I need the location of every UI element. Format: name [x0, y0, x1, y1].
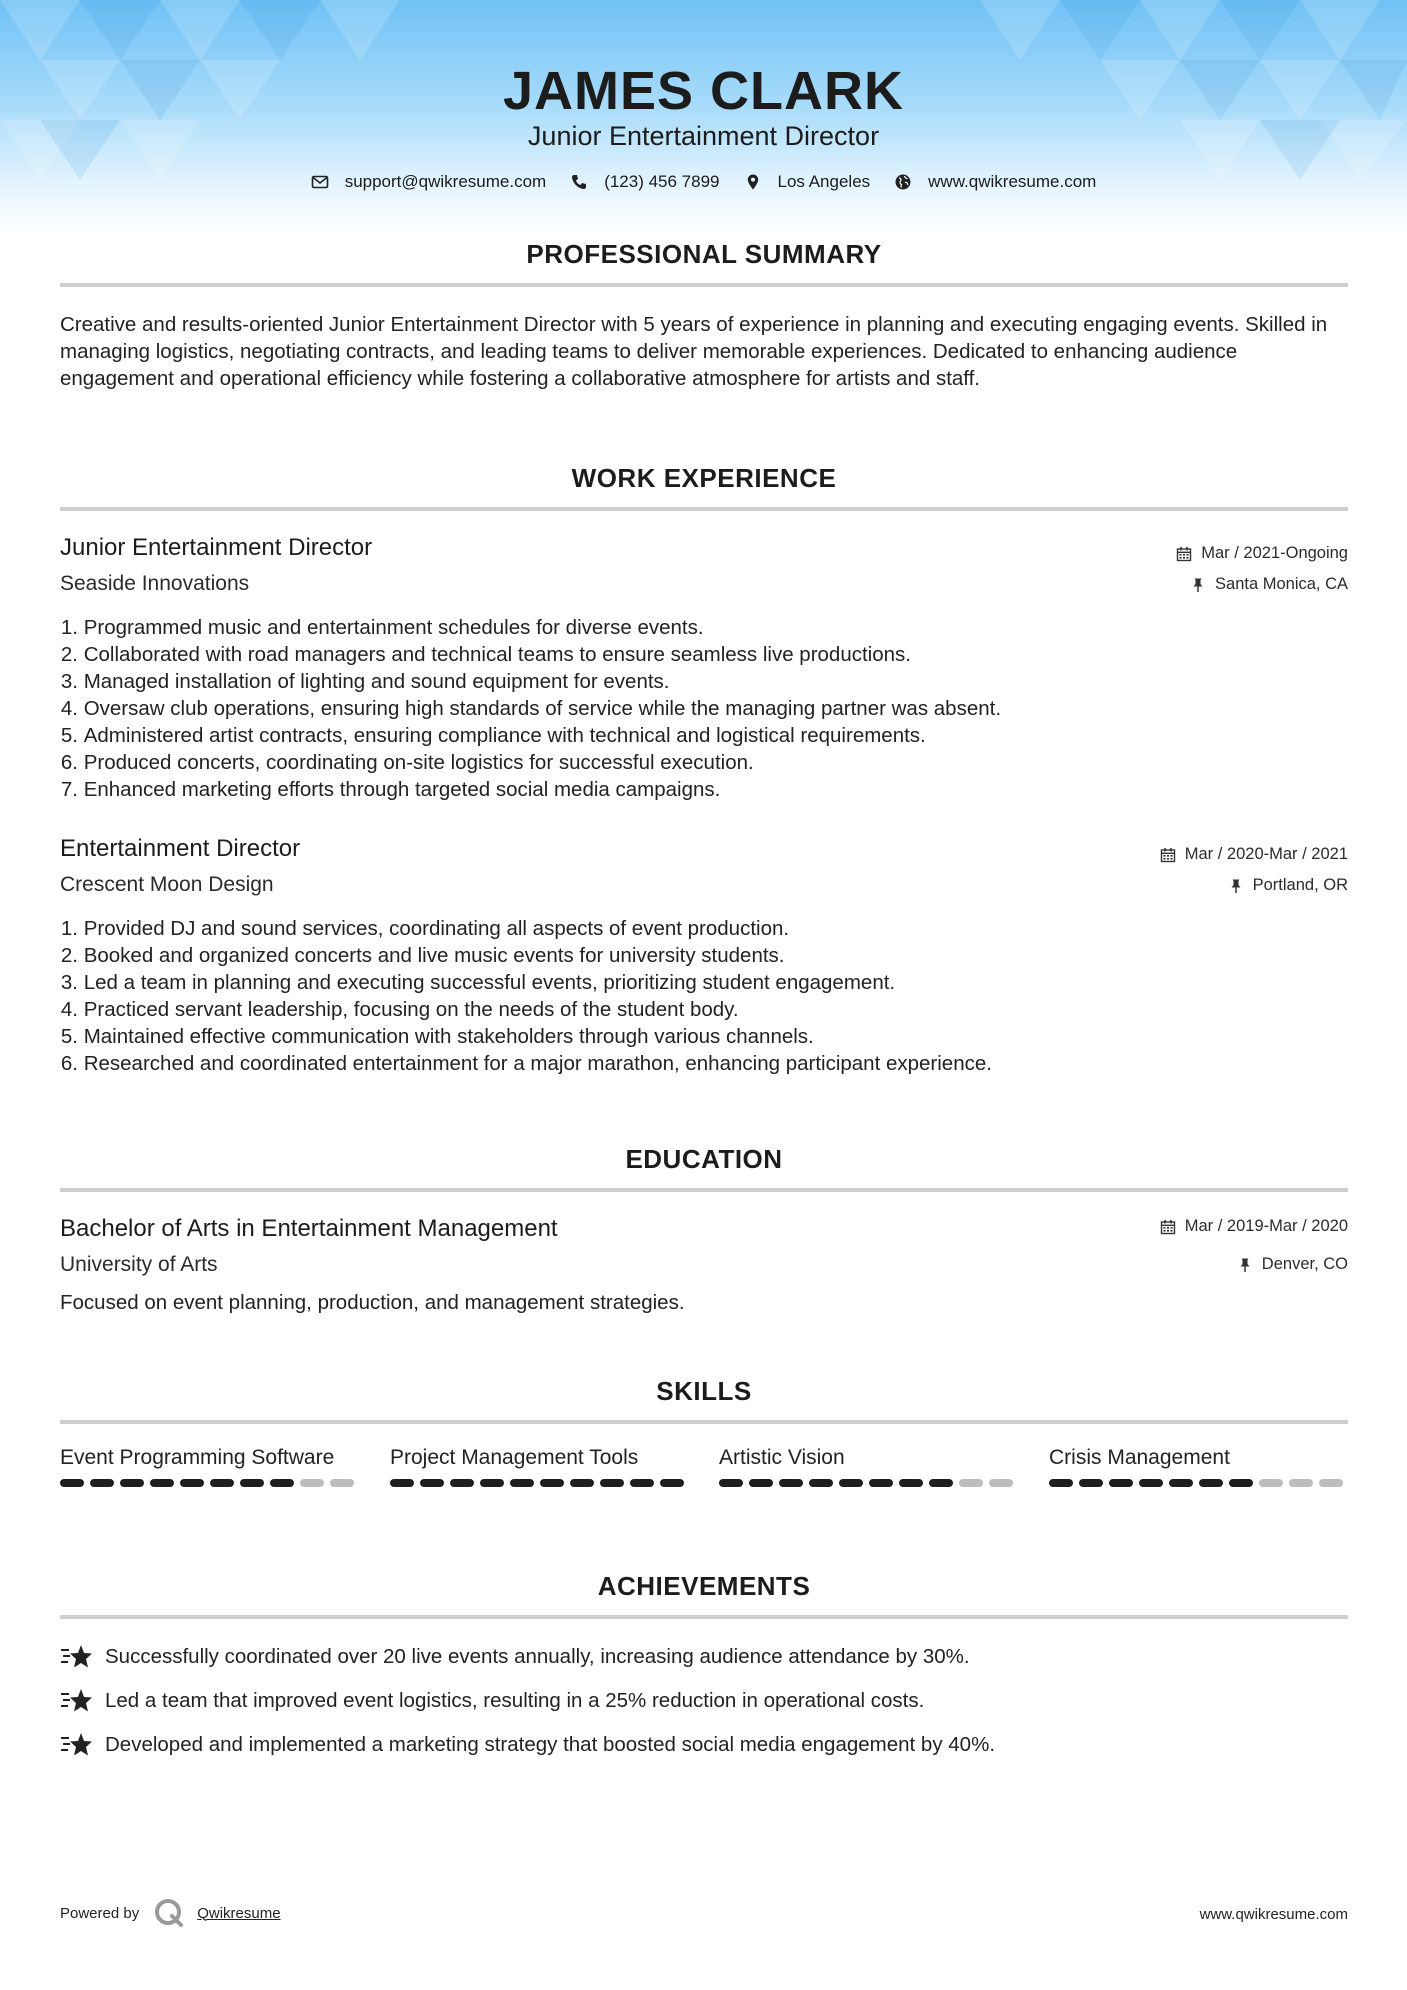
list-item: 6. Produced concerts, coordinating on-site logistics for successful execution.: [60, 751, 754, 774]
rating-dash-empty: [300, 1479, 324, 1487]
rating-dash-empty: [959, 1479, 983, 1487]
rating-dash-filled: [1109, 1479, 1133, 1487]
rating-dash-filled: [240, 1479, 264, 1487]
list-item: 5. Maintained effective communication with stakeholders through various channels.: [60, 1025, 814, 1048]
job-title: Junior Entertainment Director: [60, 534, 373, 561]
rating-dash-filled: [1169, 1479, 1193, 1487]
list-item: 1. Programmed music and entertainment schedules for diverse events.: [60, 616, 704, 639]
rating-dash-filled: [120, 1479, 144, 1487]
list-item: 1. Provided DJ and sound services, coordinating all aspects of event production.: [60, 917, 790, 940]
contact-phone[interactable]: [570, 172, 719, 192]
achievement-text: Developed and implemented a marketing strategy that boosted social media engagement by 40%.: [105, 1733, 996, 1756]
job-location: [1190, 575, 1348, 594]
job-date-text: Mar / 2021-Ongoing: [1201, 544, 1348, 562]
rating-dash-filled: [600, 1479, 624, 1487]
achievements-heading: ACHIEVEMENTS: [597, 1571, 811, 1601]
list-item: 4. Practiced servant leadership, focusing on the needs of the student body.: [60, 998, 739, 1021]
job-location-text: Portland, OR: [1252, 876, 1348, 894]
education-location: [1237, 1255, 1348, 1274]
rating-dash-filled: [210, 1479, 234, 1487]
job-company: Crescent Moon Design: [60, 873, 274, 896]
rating-dash-filled: [510, 1479, 534, 1487]
skill-name: Project Management Tools: [390, 1446, 639, 1469]
rating-dash-filled: [660, 1479, 684, 1487]
school-name: University of Arts: [60, 1253, 218, 1276]
qwikresume-logo-icon: [153, 1897, 185, 1929]
rating-dash-filled: [749, 1479, 773, 1487]
brand-link[interactable]: Qwikresume: [197, 1904, 281, 1922]
rating-dash-filled: [1049, 1479, 1073, 1487]
pushpin-icon: [1237, 1257, 1253, 1273]
skill-item: [60, 1444, 360, 1487]
rating-dash-filled: [540, 1479, 564, 1487]
experience-divider: [60, 507, 1348, 511]
skill-name: Event Programming Software: [60, 1446, 335, 1469]
rating-dash-filled: [1199, 1479, 1223, 1487]
skill-rating: [719, 1479, 1019, 1487]
map-pin-icon: [744, 173, 762, 191]
envelope-icon: [311, 173, 329, 191]
list-item: 2. Collaborated with road managers and technical teams to ensure seamless live productions.: [60, 643, 911, 666]
education-date: [1160, 1217, 1348, 1236]
rating-dash-filled: [390, 1479, 414, 1487]
rating-dash-filled: [150, 1479, 174, 1487]
experience-heading: WORK EXPERIENCE: [571, 463, 837, 493]
footer-website[interactable]: www.qwikresume.com: [1199, 1906, 1348, 1923]
achievement-text: Led a team that improved event logistics, resulting in a 25% reduction in operational costs.: [105, 1689, 925, 1712]
rating-dash-filled: [719, 1479, 743, 1487]
rating-dash-filled: [90, 1479, 114, 1487]
skills-divider: [60, 1420, 1348, 1424]
contact-bar: [0, 172, 1407, 192]
skill-name: Crisis Management: [1049, 1446, 1230, 1469]
rating-dash-filled: [1139, 1479, 1163, 1487]
job-company: Seaside Innovations: [60, 572, 250, 595]
rating-dash-filled: [929, 1479, 953, 1487]
education-divider: [60, 1188, 1348, 1192]
list-item: 2. Booked and organized concerts and live music events for university students.: [60, 944, 785, 967]
rating-dash-filled: [180, 1479, 204, 1487]
achievement-item: [60, 1642, 970, 1672]
rating-dash-filled: [869, 1479, 893, 1487]
list-item: 3. Managed installation of lighting and sound equipment for events.: [60, 670, 670, 693]
job-location: [1228, 876, 1348, 895]
list-item: 3. Led a team in planning and executing successful events, prioritizing student engagement.: [60, 971, 896, 994]
rating-dash-empty: [1319, 1479, 1343, 1487]
rating-dash-filled: [570, 1479, 594, 1487]
job-location-text: Santa Monica, CA: [1215, 575, 1348, 593]
shooting-star-icon: [60, 1686, 94, 1716]
rating-dash-empty: [1259, 1479, 1283, 1487]
contact-website[interactable]: [894, 172, 1096, 192]
rating-dash-filled: [420, 1479, 444, 1487]
candidate-name: JAMES CLARK: [502, 61, 905, 121]
achievement-item: [60, 1686, 924, 1716]
skill-item: [1049, 1444, 1349, 1487]
skill-name: Artistic Vision: [719, 1446, 845, 1469]
list-item: 5. Administered artist contracts, ensuring compliance with technical and logistical requirements.: [60, 724, 926, 747]
skill-item: [719, 1444, 1019, 1487]
rating-dash-empty: [989, 1479, 1013, 1487]
job-date: [1160, 845, 1348, 864]
job-responsibilities: [60, 915, 1350, 1077]
skill-rating: [1049, 1479, 1349, 1487]
rating-dash-filled: [630, 1479, 654, 1487]
job-responsibilities: [60, 614, 1350, 803]
skill-item: [390, 1444, 690, 1487]
summary-divider: [60, 283, 1348, 287]
footer-powered-by: [60, 1897, 281, 1929]
rating-dash-filled: [899, 1479, 923, 1487]
achievement-text: Successfully coordinated over 20 live events annually, increasing audience attendance by 30%.: [105, 1645, 970, 1668]
education-location-text: Denver, CO: [1261, 1255, 1348, 1273]
contact-location-text: Los Angeles: [777, 172, 871, 191]
shooting-star-icon: [60, 1642, 94, 1672]
summary-heading: PROFESSIONAL SUMMARY: [526, 239, 882, 269]
skill-rating: [60, 1479, 360, 1487]
powered-by-label: Powered by: [60, 1904, 140, 1922]
skills-heading: SKILLS: [656, 1376, 752, 1406]
list-item: 4. Oversaw club operations, ensuring high standards of service while the managing partner was absent.: [60, 697, 1002, 720]
contact-website-text: www.qwikresume.com: [928, 172, 1097, 191]
degree-title: Bachelor of Arts in Entertainment Management: [60, 1215, 558, 1242]
calendar-icon: [1160, 1219, 1176, 1235]
summary-text: Creative and results-oriented Junior Entertainment Director with 5 years of experience in planning and executing engaging events. Skilled in managing logistics, negotiating contracts, and leading teams to deliver memorable experiences. Dedicated to enhancing audience engagement and operational efficiency while fostering a collaborative atmosphere for artists and staff.: [60, 313, 1328, 390]
pushpin-icon: [1228, 878, 1244, 894]
shooting-star-icon: [60, 1730, 94, 1760]
skill-rating: [390, 1479, 690, 1487]
pushpin-icon: [1190, 577, 1206, 593]
rating-dash-filled: [270, 1479, 294, 1487]
rating-dash-filled: [809, 1479, 833, 1487]
contact-phone-text: (123) 456 7899: [604, 172, 720, 191]
rating-dash-filled: [450, 1479, 474, 1487]
rating-dash-filled: [60, 1479, 84, 1487]
phone-icon: [570, 173, 588, 191]
rating-dash-empty: [1289, 1479, 1313, 1487]
education-description: Focused on event planning, production, and management strategies.: [60, 1291, 685, 1314]
rating-dash-filled: [480, 1479, 504, 1487]
calendar-icon: [1176, 546, 1192, 562]
rating-dash-filled: [779, 1479, 803, 1487]
rating-dash-filled: [1079, 1479, 1103, 1487]
education-date-text: Mar / 2019-Mar / 2020: [1184, 1217, 1348, 1235]
job-date: [1176, 544, 1348, 563]
contact-location: [744, 172, 871, 192]
list-item: 6. Researched and coordinated entertainment for a major marathon, enhancing participant experience.: [60, 1052, 992, 1075]
calendar-icon: [1160, 847, 1176, 863]
rating-dash-filled: [1229, 1479, 1253, 1487]
achievement-item: [60, 1730, 995, 1760]
globe-icon: [894, 173, 912, 191]
candidate-role: Junior Entertainment Director: [527, 121, 880, 151]
education-heading: EDUCATION: [625, 1144, 783, 1174]
contact-email-text: support@qwikresume.com: [344, 172, 547, 191]
contact-email[interactable]: [311, 172, 547, 192]
rating-dash-filled: [839, 1479, 863, 1487]
job-date-text: Mar / 2020-Mar / 2021: [1184, 845, 1348, 863]
rating-dash-empty: [330, 1479, 354, 1487]
job-title: Entertainment Director: [60, 835, 301, 862]
list-item: 7. Enhanced marketing efforts through targeted social media campaigns.: [60, 778, 721, 801]
achievements-divider: [60, 1615, 1348, 1619]
